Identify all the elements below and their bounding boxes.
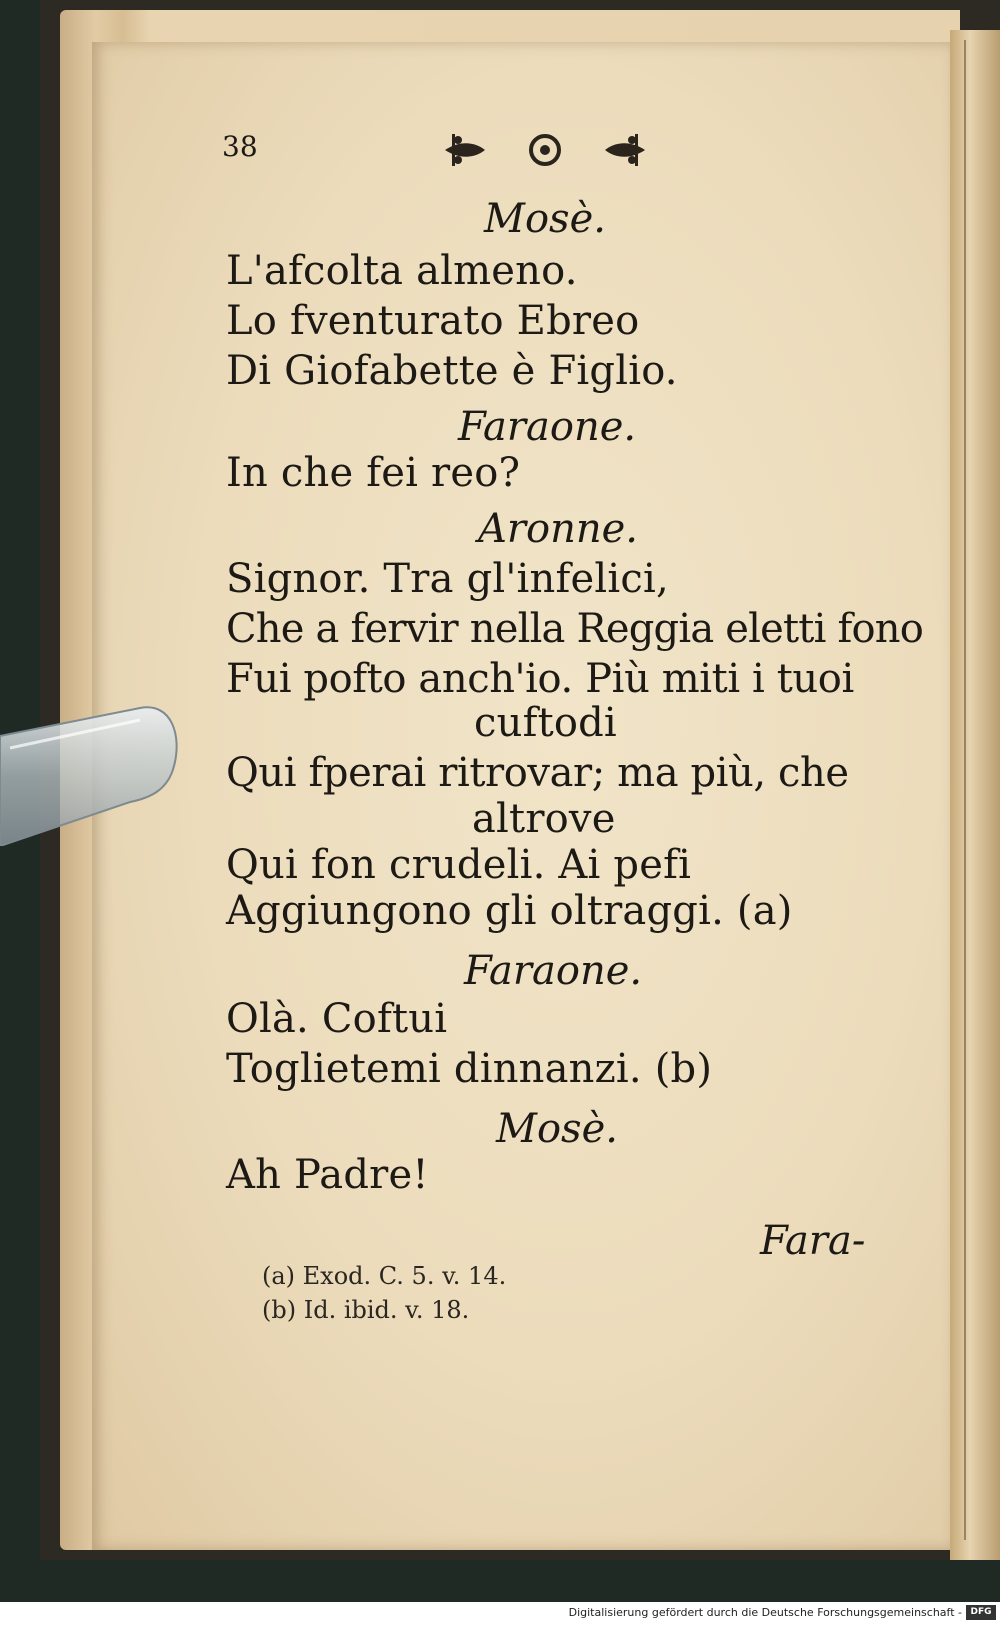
verse-line: Qui fon crudeli. Ai pefi <box>226 842 692 888</box>
speaker-faraone: Faraone. <box>458 404 637 450</box>
speaker-faraone: Faraone. <box>464 948 643 994</box>
page-clip <box>0 706 180 846</box>
page-number: 38 <box>222 130 258 163</box>
book-gutter <box>950 30 1000 1560</box>
verse-line: Signor. Tra gl'infelici, <box>226 556 669 602</box>
verse-line: Olà. Coftui <box>226 996 448 1042</box>
catchword: Fara- <box>760 1218 866 1264</box>
verse-line: Fui pofto anch'io. Più miti i tuoi <box>226 656 854 702</box>
verse-line: Qui fperai ritrovar; ma più, che <box>226 750 849 796</box>
footnote-b: (b) Id. ibid. v. 18. <box>262 1296 470 1324</box>
verse-line: Che a fervir nella Reggia eletti fono <box>226 606 924 652</box>
verse-line: Toglietemi dinnanzi. (b) <box>226 1046 713 1092</box>
ornament-icon <box>440 128 650 172</box>
verse-line: altrove <box>472 796 616 842</box>
verse-line: cuftodi <box>474 700 617 746</box>
verse-line: Aggiungono gli oltraggi. (a) <box>226 888 793 934</box>
verse-line: L'afcolta almeno. <box>226 248 578 294</box>
speaker-aronne: Aronne. <box>478 506 638 552</box>
gutter-line <box>964 40 966 1540</box>
verse-line: In che fei reo? <box>226 450 521 496</box>
footnote-a: (a) Exod. C. 5. v. 14. <box>262 1262 507 1290</box>
verse-line: Lo fventurato Ebreo <box>226 298 640 344</box>
speaker-mose: Mosè. <box>484 196 606 242</box>
verse-line: Di Giofabette è Figlio. <box>226 348 678 394</box>
verse-line: Ah Padre! <box>226 1152 429 1198</box>
footer-credit: Digitalisierung gefördert durch die Deutsche Forschungsgemeinschaft - <box>568 1606 962 1619</box>
speaker-mose: Mosè. <box>496 1106 618 1152</box>
dfg-logo: DFG <box>966 1605 996 1620</box>
